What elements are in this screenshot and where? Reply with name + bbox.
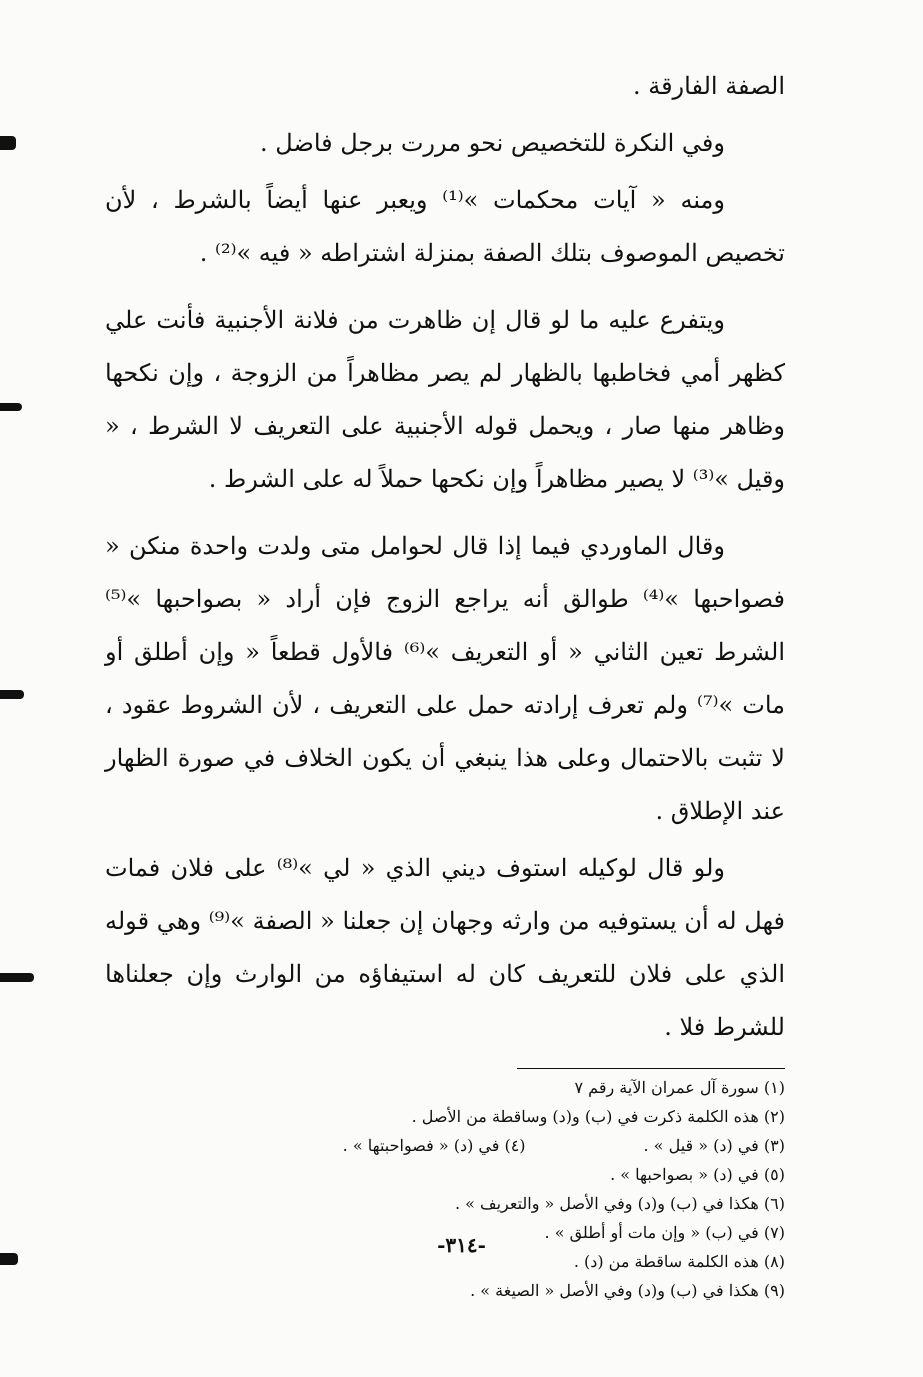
footnote-3: (٣) في (د) « قيل » .: [643, 1136, 785, 1155]
scan-edge-mark: [0, 136, 16, 150]
scan-edge-mark: [0, 973, 34, 982]
footnotes: [105, 1073, 785, 1305]
footnote-row-3-4: [105, 1131, 785, 1160]
page-number: -٣١٤-: [437, 1233, 486, 1257]
paragraph-continuation: الصفة الفارقة .: [632, 72, 785, 100]
scan-edge-mark: [0, 403, 22, 411]
footnote-8: (٨) هذه الكلمة ساقطة من (د) .: [573, 1252, 785, 1271]
footnote-separator: [517, 1068, 785, 1069]
footnote-2: (٢) هذه الكلمة ذكرت في (ب) و(د) وساقطة من الأصل .: [411, 1107, 785, 1126]
paragraph-specification: ومنه « آيات محكمات »⁽¹⁾ ويعبر عنها أيضاً بالشرط ، لأن تخصيص الموصوف بتلك الصفة بمنزلة اشتراطه « فيه »⁽²⁾ .: [105, 186, 785, 267]
paragraph-zihar: ويتفرع عليه ما لو قال إن ظاهرت من فلانة الأجنبية فأنت علي كظهر أمي فخاطبها بالظهار لم يصر مظاهراً من الزوجة ، وإن نكحها وظاهر منها صار ، ويحمل قوله الأجنبية على التعريف لا الشرط ، « وقيل »⁽³⁾ لا يصير مظاهراً وإن نكحها حملاً له على الشرط .: [105, 306, 785, 493]
footnote-4: (٤) في (د) « فصواحبتها » .: [342, 1136, 526, 1155]
footnote-5: (٥) في (د) « بصواحبها » .: [610, 1165, 785, 1184]
main-text: [105, 60, 785, 1054]
footnote-7: (٧) في (ب) « وإن مات أو أطلق » .: [544, 1223, 785, 1242]
footnote-6: (٦) هكذا في (ب) و(د) وفي الأصل « والتعريف » .: [454, 1194, 785, 1213]
footnote-1: (١) سورة آل عمران الآية رقم ٧: [574, 1078, 785, 1097]
paragraph-mawardi: وقال الماوردي فيما إذا قال لحوامل متى ولدت واحدة منكن « فصواحبها »⁽⁴⁾ طوالق أنه يراجع الزوج فإن أراد « بصواحبها »⁽⁵⁾ الشرط تعين الثاني « أو التعريف »⁽⁶⁾ فالأول قطعاً « وإن أطلق أو مات »⁽⁷⁾ ولم تعرف إرادته حمل على التعريف ، لأن الشروط عقود ، لا تثبت بالاحتمال وعلى هذا ينبغي أن يكون الخلاف في صورة الظهار عند الإطلاق .: [105, 532, 786, 825]
paragraph-indefinite-noun: وفي النكرة للتخصيص نحو مررت برجل فاضل .: [260, 129, 725, 157]
book-page: [105, 60, 785, 1305]
scan-edge-mark: [0, 690, 24, 699]
paragraph-debt-collection: ولو قال لوكيله استوف ديني الذي « لي »⁽⁸⁾ على فلان فمات فهل له أن يستوفيه من وارثه وجهان إن جعلنا « الصفة »⁽⁹⁾ وهي قوله الذي على فلان للتعريف كان له استيفاؤه من الوارث وإن جعلناها للشرط فلا .: [105, 854, 785, 1041]
footnote-9: (٩) هكذا في (ب) و(د) وفي الأصل « الصيغة » .: [470, 1281, 785, 1300]
